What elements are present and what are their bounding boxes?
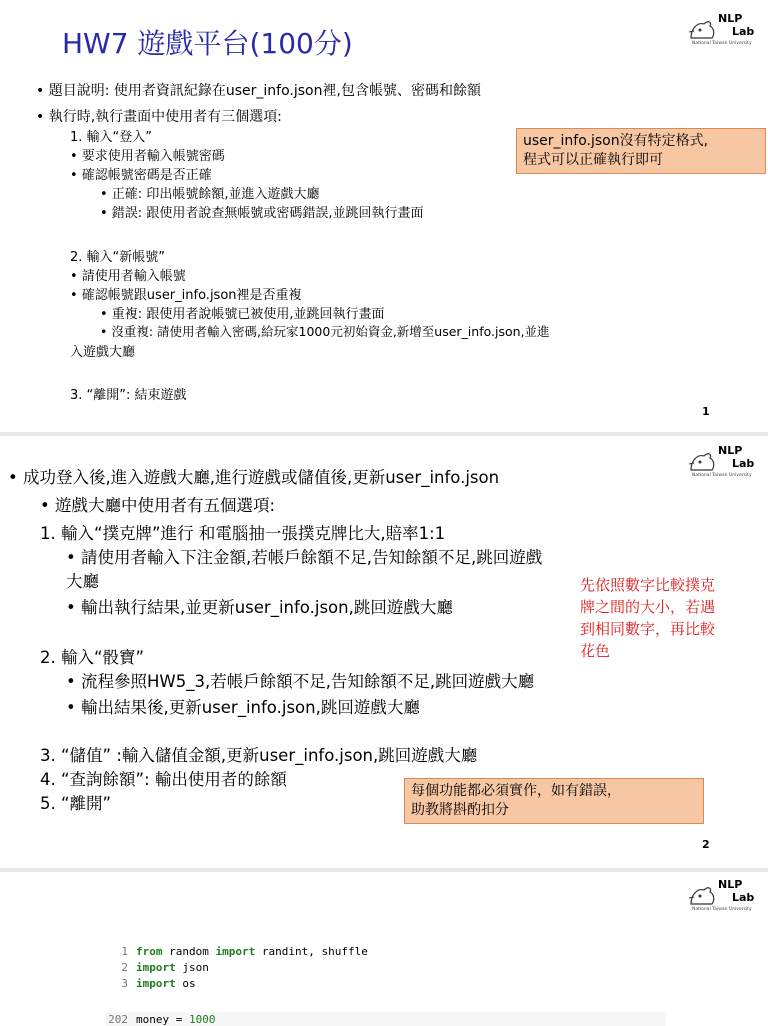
option-line: 3. “離開”: 結束遊戲 (70, 388, 187, 403)
logo-university-text: National Taiwan University (692, 41, 752, 46)
sub-bullet-line: • 請使用者輸入下注金額,若帳戶餘額不足,告知餘額不足,跳回遊戲 (66, 548, 543, 567)
logo-nlp-text: NLP (718, 444, 743, 457)
logo-university-text: National Taiwan University (692, 907, 752, 912)
sub-bullet-continuation: 入遊戲大廳 (70, 345, 136, 360)
code-text: money = (136, 1013, 189, 1026)
code-keyword: import (136, 977, 176, 990)
bird-icon (688, 448, 718, 474)
logo-nlp-text: NLP (718, 878, 743, 891)
sub-bullet-line: • 輸出結果後,更新user_info.json,跳回遊戲大廳 (66, 698, 420, 717)
code-line (106, 960, 368, 976)
note-box: 每個功能都必須實作，如有錯誤， 助教將斟酌扣分 (404, 778, 704, 824)
line-number: 3 (121, 977, 128, 990)
sub-bullet-line: • 流程參照HW5_3,若帳戶餘額不足,告知餘額不足,跳回遊戲大廳 (66, 672, 535, 691)
bullet-line: • 題目說明: 使用者資訊紀錄在user_info.json裡,包含帳號、密碼和餘額 (36, 83, 481, 99)
option-line: 2. 輸入“新帳號” (70, 250, 166, 265)
sub-bullet-line: • 錯誤: 跟使用者說查無帳號或密碼錯誤,並跳回執行畫面 (100, 206, 424, 221)
logo-lab-text: Lab (732, 891, 755, 904)
code-line (106, 976, 368, 992)
bird-icon (688, 16, 718, 42)
sub-bullet-line: • 重複: 跟使用者說帳號已被使用,並跳回執行畫面 (100, 307, 385, 322)
bullet-line: • 執行時,執行畫面中使用者有三個選項: (36, 109, 282, 125)
slide-title: HW7 遊戲平台(100分) (62, 27, 353, 60)
code-text: json (175, 961, 209, 974)
code-line (106, 944, 368, 960)
option-line: 4. “查詢餘額”: 輸出使用者的餘額 (40, 770, 287, 789)
nlp-lab-logo (688, 444, 764, 484)
option-line: 3. “儲值” :輸入儲值金額,更新user_info.json,跳回遊戲大廳 (40, 746, 478, 765)
code-keyword: import (136, 961, 176, 974)
logo-lab-text: Lab (732, 457, 755, 470)
logo-university-text: National Taiwan University (692, 473, 752, 478)
slide-2 (0, 436, 768, 868)
bird-icon (688, 882, 718, 908)
code-text: randint, shuffle (255, 945, 368, 958)
logo-lab-text: Lab (732, 25, 755, 38)
line-number: 1 (121, 945, 128, 958)
line-number: 2 (121, 961, 128, 974)
bullet-line: • 要求使用者輸入帳號密碼 (70, 149, 225, 164)
slide-1 (0, 0, 768, 432)
code-block (106, 944, 368, 992)
bullet-line: • 請使用者輸入帳號 (70, 269, 186, 284)
option-line: 2. 輸入“骰寶” (40, 648, 145, 667)
code-text: os (175, 977, 196, 990)
note-box: user_info.json沒有特定格式, 程式可以正確執行即可 (516, 128, 766, 174)
code-text: random (162, 945, 216, 958)
code-keyword: from (136, 945, 163, 958)
code-keyword: import (215, 945, 256, 958)
option-line: 5. “離開” (40, 794, 112, 813)
page-number: 1 (702, 405, 710, 418)
option-line: 1. 輸入“撲克牌”進行 和電腦抽一張撲克牌比大,賠率1:1 (40, 524, 446, 543)
bullet-line: • 成功登入後,進入遊戲大廳,進行遊戲或儲值後,更新user_info.json (8, 468, 500, 487)
option-line: 1. 輸入“登入” (70, 130, 153, 145)
sub-bullet-continuation: 大廳 (66, 572, 99, 591)
slide-3 (0, 872, 768, 1024)
bullet-line: • 遊戲大廳中使用者有五個選項: (40, 496, 276, 515)
bullet-line: • 確認帳號跟user_info.json裡是否重複 (70, 288, 302, 303)
line-number: 202 (108, 1013, 128, 1026)
page-number: 2 (702, 838, 710, 851)
sub-bullet-line: • 沒重複: 請使用者輸入密碼,給玩家1000元初始資金,新增至user_info.json,並進 (100, 324, 550, 339)
logo-nlp-text: NLP (718, 12, 743, 25)
red-note: 先依照數字比較撲克 牌之間的大小，若遇 到相同數字，再比較 花色 (580, 576, 716, 660)
sub-bullet-line: • 正確: 印出帳號餘額,並進入遊戲大廳 (100, 187, 320, 202)
code-number: 1000 (188, 1013, 216, 1026)
bullet-line: • 確認帳號密碼是否正確 (70, 168, 212, 183)
nlp-lab-logo (688, 878, 764, 918)
sub-bullet-line: • 輸出執行結果,並更新user_info.json,跳回遊戲大廳 (66, 598, 453, 617)
nlp-lab-logo (688, 12, 764, 52)
